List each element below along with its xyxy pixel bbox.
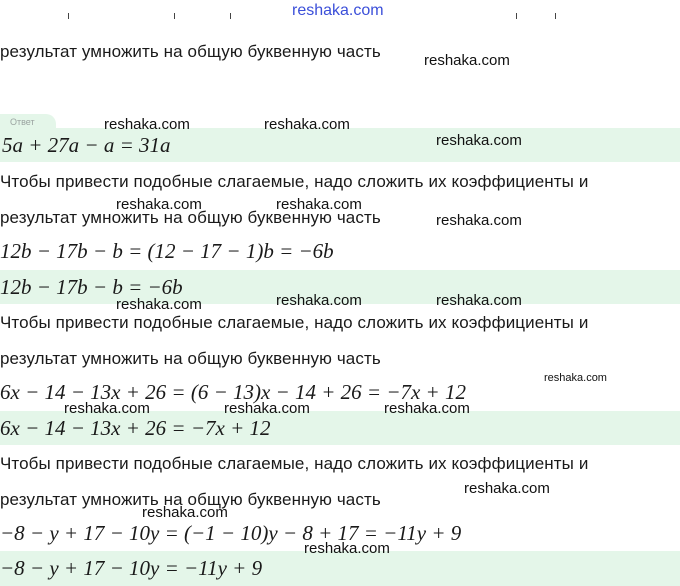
expression-2: 12b − 17b − b = (12 − 17 − 1)b = −6b [0, 239, 334, 263]
watermark: reshaka.com [436, 292, 522, 309]
expression-3: 6x − 14 − 13x + 26 = (6 − 13)x − 14 + 26 = −7x + 12 [0, 380, 466, 404]
watermark: reshaka.com [544, 372, 607, 384]
answer-4-formula: −8 − y + 17 − 10y = −11y + 9 [0, 556, 263, 580]
watermark: reshaka.com [304, 540, 390, 557]
watermark: reshaka.com [116, 296, 202, 313]
watermark: reshaka.com [264, 116, 350, 133]
watermark: reshaka.com [424, 52, 510, 69]
clipped-text-fragment [516, 13, 517, 19]
rule-text-line2: результат умножить на общую буквенную часть [0, 349, 381, 368]
rule-text-line2: результат умножить на общую буквенную часть [0, 490, 381, 509]
watermark: reshaka.com [384, 400, 470, 417]
watermark: reshaka.com [464, 480, 550, 497]
clipped-text-fragment [174, 13, 175, 19]
watermark: reshaka.com [436, 132, 522, 149]
answer-1-formula: 5a + 27a − a = 31a [2, 133, 171, 157]
rule-text-line2: результат умножить на общую буквенную часть [0, 208, 381, 227]
rule-text-line1: Чтобы привести подобные слагаемые, надо сложить их коэффициенты и [0, 454, 589, 473]
watermark: reshaka.com [436, 212, 522, 229]
watermark: reshaka.com [276, 196, 362, 213]
clipped-text-fragment [68, 13, 69, 19]
watermark: reshaka.com [276, 292, 362, 309]
watermark: reshaka.com [142, 504, 228, 521]
answer-tab: Ответ [0, 114, 56, 130]
answer-3-formula: 6x − 14 − 13x + 26 = −7x + 12 [0, 416, 271, 440]
rule-text-line1: Чтобы привести подобные слагаемые, надо сложить их коэффициенты и [0, 172, 589, 191]
watermark: reshaka.com [104, 116, 190, 133]
watermark: reshaka.com [224, 400, 310, 417]
clipped-text-fragment [555, 13, 556, 19]
watermark-top: reshaka.com [292, 2, 384, 19]
watermark: reshaka.com [64, 400, 150, 417]
expression-4: −8 − y + 17 − 10y = (−1 − 10)y − 8 + 17 = −11y + 9 [0, 521, 462, 545]
rule-text-line1: Чтобы привести подобные слагаемые, надо сложить их коэффициенты и [0, 313, 589, 332]
clipped-text-fragment [230, 13, 231, 19]
intro-text-line2: результат умножить на общую буквенную часть [0, 42, 381, 61]
watermark: reshaka.com [116, 196, 202, 213]
answer-2-formula: 12b − 17b − b = −6b [0, 275, 183, 299]
